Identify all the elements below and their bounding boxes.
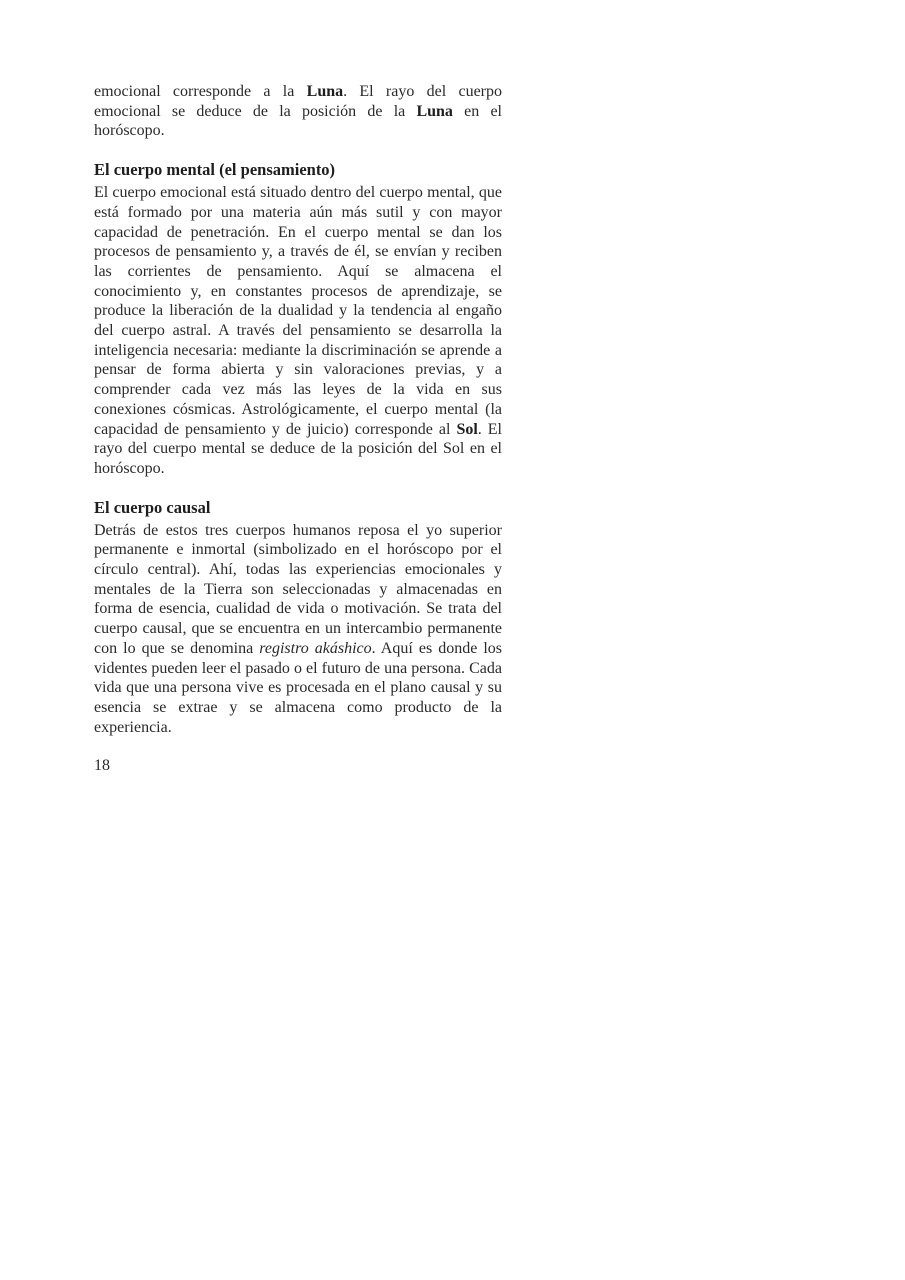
causal-body-paragraph	[94, 521, 502, 738]
heading-mental-body: El cuerpo mental (el pensamiento)	[94, 160, 336, 180]
mental-body-paragraph	[94, 183, 502, 479]
causal-text-1: Detrás de estos tres cuerpos humanos reposa el yo superior permanente e inmortal (simbolizado en el horóscopo por el círculo central). Ahí, todas las experiencias emocionales y mentales de la Tierra son seleccionadas y almacenadas en forma de esencia, cualidad de vida o motivación. Se trata del cuerpo causal, que se encuentra en un intercambio permanente con lo que se denomina	[94, 521, 502, 657]
page-content	[94, 82, 502, 776]
intro-text-3: en el horóscopo.	[94, 102, 502, 140]
mental-bold-sol: Sol	[456, 420, 478, 438]
mental-text-1: El cuerpo emocional está situado dentro del cuerpo mental, que está formado por una materia aún más sutil y con mayor capacidad de penetración. En el cuerpo mental se dan los procesos de pensamiento y, a través de él, se envían y reciben las corrientes de pensamiento. Aquí se almacena el conocimiento y, en constantes procesos de aprendizaje, se produce la liberación de la dualidad y la tendencia al engaño del cuerpo astral. A través del pensamiento se desarrolla la inteligencia necesaria: mediante la discriminación se aprende a pensar de forma abierta y sin valoraciones previas, y a comprender cada vez más las leyes de la vida en sus conexiones cósmicas. Astrológicamente, el cuerpo mental (la capacidad de pensamiento y de juicio) corresponde al	[94, 184, 502, 438]
page-number: 18	[94, 757, 110, 775]
mental-text-2: . El rayo del cuerpo mental se deduce de la posición del Sol en el horóscopo.	[94, 420, 503, 477]
intro-text-1: emocional corresponde a la	[94, 83, 307, 100]
intro-bold-luna-1: Luna	[306, 83, 344, 100]
causal-text-2: . Aquí es donde los videntes pueden leer el pasado o el futuro de una persona. Cada vida que una persona vive es procesada en el plano causal y su esencia se extrae y se almacena como producto de la experiencia.	[94, 639, 503, 736]
intro-text-2: . El rayo del cuerpo emocional se deduce de la posición de la	[94, 83, 502, 120]
intro-paragraph	[94, 82, 502, 141]
intro-bold-luna-2: Luna	[416, 102, 453, 120]
causal-italic-akashic: registro akáshico	[259, 639, 372, 657]
heading-causal-body: El cuerpo causal	[94, 497, 211, 517]
